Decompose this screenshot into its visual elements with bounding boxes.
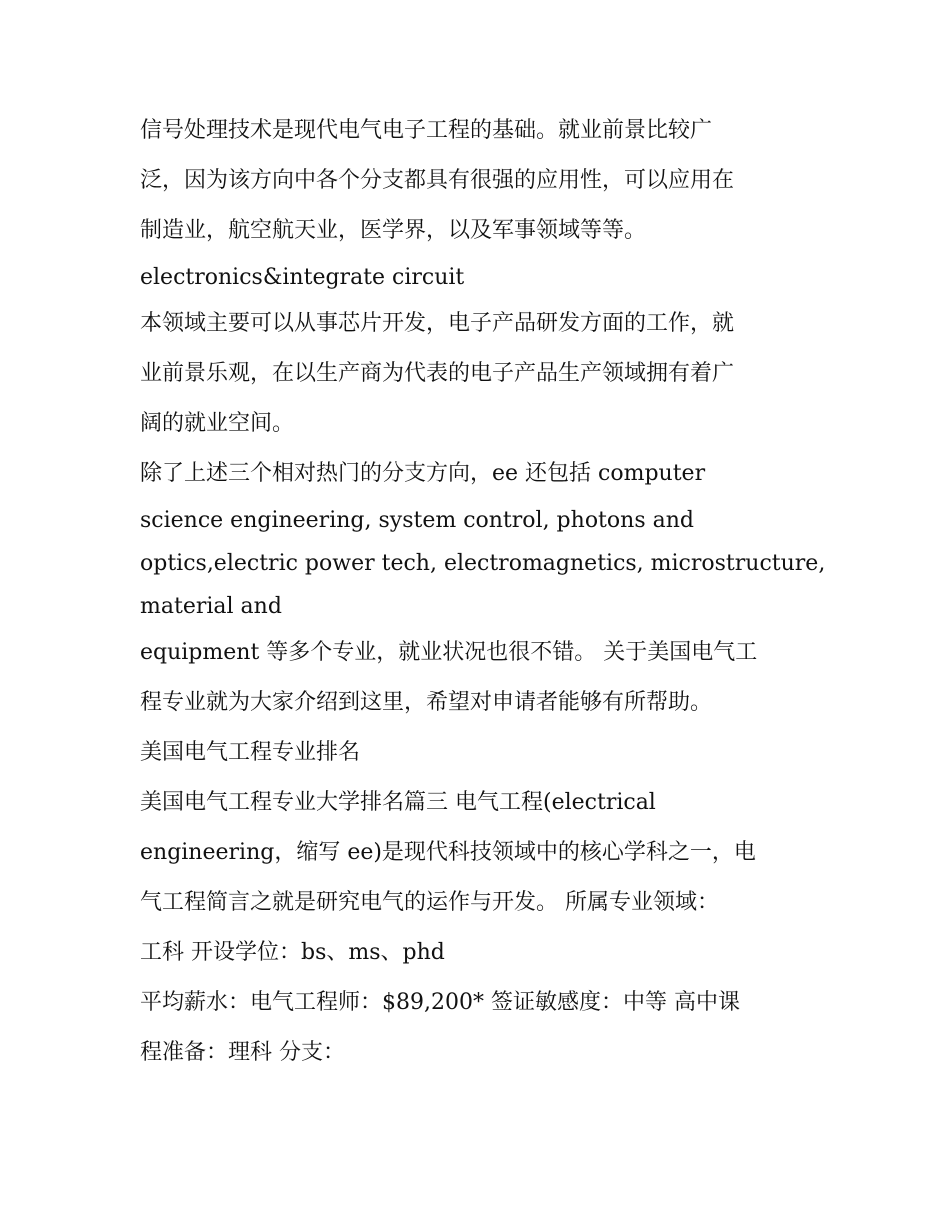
text-line: 美国电气工程专业排名	[140, 740, 361, 765]
text-line: electronics&integrate circuit	[140, 265, 465, 290]
text-line: 程专业就为大家介绍到这里，希望对申请者能够有所帮助。	[140, 690, 713, 715]
text-line: 气工程简言之就是研究电气的运作与开发。 所属专业领域：	[140, 890, 719, 915]
paragraph-salary	[140, 978, 820, 1078]
paragraph-electronics	[140, 299, 820, 449]
text-line: engineering，缩写 ee)是现代科技领域中的核心学科之一，电	[140, 840, 756, 865]
text-line: 除了上述三个相对热门的分支方向，ee 还包括 computer	[140, 461, 706, 486]
paragraph-other-branches	[140, 449, 826, 628]
text-line: optics,electric power tech, electromagnetics, microstructure,	[140, 551, 826, 576]
text-line: 工科 开设学位：bs、ms、phd	[140, 940, 445, 965]
text-line: equipment 等多个专业，就业状况也很不错。 关于美国电气工	[140, 640, 758, 665]
document-body	[140, 106, 826, 1078]
text-line: 制造业，航空航天业，医学界，以及军事领域等等。	[140, 218, 647, 243]
text-line: 泛，因为该方向中各个分支都具有很强的应用性，可以应用在	[140, 168, 735, 193]
text-line: 业前景乐观，在以生产商为代表的电子产品生产领域拥有着广	[140, 361, 735, 386]
text-line: 阔的就业空间。	[140, 411, 295, 436]
section-heading-ranking	[140, 728, 820, 778]
text-line: science engineering, system control, photons and	[140, 508, 694, 533]
paragraph-ranking-intro	[140, 778, 820, 978]
paragraph-equipment	[140, 628, 820, 728]
text-line: material and	[140, 594, 282, 619]
text-line: 本领域主要可以从事芯片开发，电子产品研发方面的工作，就	[140, 311, 735, 336]
text-line: 信号处理技术是现代电气电子工程的基础。就业前景比较广	[140, 118, 713, 143]
paragraph-signal-processing	[140, 106, 820, 256]
text-line: 程准备：理科 分支：	[140, 1040, 345, 1065]
section-heading-electronics	[140, 256, 820, 299]
text-line: 美国电气工程专业大学排名篇三 电气工程(electrical	[140, 790, 656, 815]
text-line: 平均薪水：电气工程师：$89,200* 签证敏感度：中等 高中课	[140, 990, 740, 1015]
